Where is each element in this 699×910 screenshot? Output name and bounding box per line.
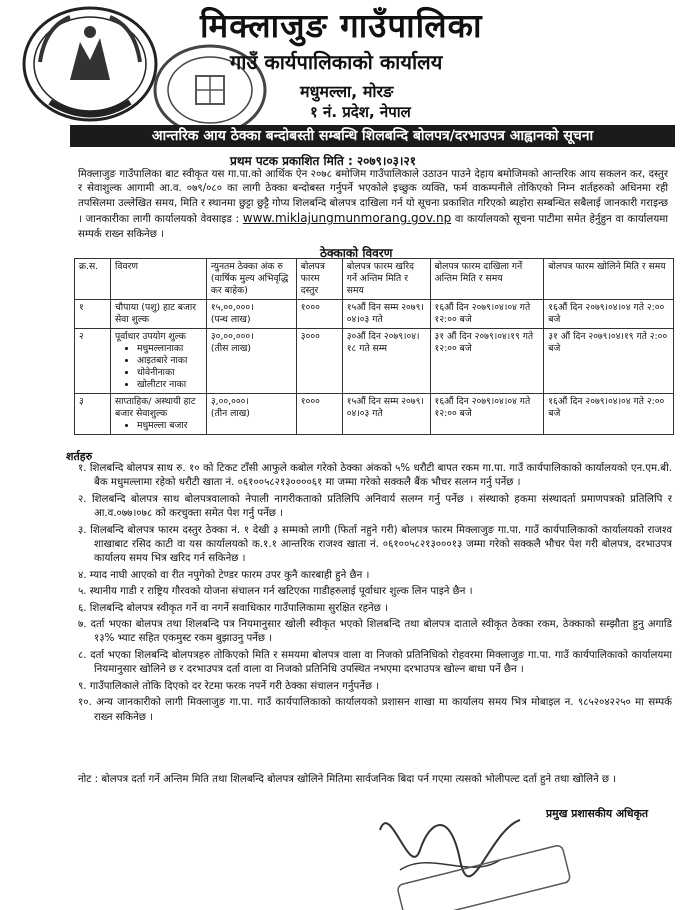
conditions-title: शर्तहरु [66, 450, 93, 463]
description-text: चौपाया (पशु) हाट बजार सेवा शुल्क [114, 302, 196, 325]
condition-item: ५. स्थानीय गाडी र राष्ट्रिय गौरवको योजना संचालन गर्न खटिएका गाडीहरुलाई पूर्वाधार शुल्क लिन पाइने छैन । [78, 586, 473, 598]
description-text: पूर्वाधार उपयोग शुल्क [114, 331, 186, 342]
cell-amount [206, 394, 296, 435]
sub-item: • धोवेनीनाका [137, 367, 202, 379]
condition-item: १०. अन्य जानकारीको लागी मिक्लाजुङ गा.पा. गाउँ कार्यपालिकाको कार्यालयको प्रशासन शाखा मा कार्यालय समय भित्र मोबाइल न. ९८५२०४२२५० मा सम्पर्क राख्न सकिनेछ । [78, 697, 672, 723]
header-purchase-deadline: बोलपत्र फारम खरिद गर्ने अन्तिम मिति र समय [342, 259, 430, 300]
table-header-row [75, 259, 674, 300]
sub-item: • मधुमल्लानाका [137, 343, 202, 355]
table-title: ठेक्काको विवरण [320, 246, 393, 260]
cell-amount [206, 300, 296, 329]
cell-purchase: ३०औं दिन २०७९।०४।१८ गते सम्म [342, 329, 430, 394]
contract-details-table [74, 258, 674, 435]
sub-item: • मधुमल्ला बजार [137, 420, 202, 432]
condition-item: ३. शिलबन्दि बोलपत्र फारम दस्तुर ठेक्का नं. १ देखी ३ सम्मको लागी (फिर्ता नहुने गरी) बोलपत्र फारम मिक्लाजुङ गा.पा. गाउँ कार्यपालिकाको कार्यालयको राजश्व शाखाबाट रसिद काटी वा यस कार्यालयको क.१.१ आन्तरिक राजश्व खाता नं. ०६१००५८२१३०००१३ जम्मा गरेको सक्कलै भौचर पेश गरी बोलपत्र, दरभाउपत्र कार्यालय समय भित्र खरिद गर्न सकिनेछ । [78, 524, 672, 565]
condition-item: ७. दर्ता भएका बोलपत्र तथा शिलबन्दि पत्र नियमानुसार खोली स्वीकृत भएको शिलबन्दि तथा बोलपत्र दाताले स्वीकृत ठेक्का रकम, ठेक्काको सम्झौता हुनु अगाडि १३% भ्याट सहित एकमुस्ट रकम बुझाउनु पर्नेछ । [78, 619, 672, 645]
conditions-list [72, 462, 672, 727]
office-location: मधुमल्ला, मोरङ [300, 82, 394, 101]
cell-fee: ३००० [296, 329, 342, 394]
cell-submit: ३१ औं दिन २०७९।०४।१९ गते १२:०० बजे [430, 329, 544, 394]
header-submit-deadline: बोलपत्र फारम दाखिला गर्ने अन्तिम मिति र समय [430, 259, 544, 300]
table-row [75, 300, 674, 329]
header-description: विवरण [110, 259, 206, 300]
sub-item-list [115, 343, 202, 391]
sub-item: • खोलीटार नाका [137, 379, 202, 391]
amount-words: (तीन लाख) [210, 408, 250, 419]
sub-item-list [115, 420, 202, 432]
cell-sn: २ [75, 329, 111, 394]
header-form-fee: बोलपत्र फारम दस्तुर [296, 259, 342, 300]
header-min-amount: न्युनतम ठेक्का अंक रु (वार्षिक मुल्य अभिवृद्धि कर बाहेक) [206, 259, 296, 300]
amount-words: (पन्ध लाख) [210, 314, 251, 325]
cell-sn: ३ [75, 394, 111, 435]
sub-item: • आइतबारे नाका [137, 355, 202, 367]
table-row [75, 394, 674, 435]
cell-fee: १००० [296, 300, 342, 329]
cell-description [110, 329, 206, 394]
amount-words: (तीस लाख) [210, 343, 251, 354]
amount-value: १५,००,०००। [210, 302, 254, 313]
nepal-emblem-icon [10, 2, 170, 132]
office-name: गाउँ कार्यपालिकाको कार्यालय [230, 50, 443, 74]
cell-purchase: १५औं दिन सम्म २०७९।०४।०३ गते [342, 300, 430, 329]
header-sn: क्र.स. [75, 259, 111, 300]
condition-item: ८. दर्ता भएका शिलबन्दि बोलपत्रहरु तोकिएको मिति र समयमा बोलपत्र वाला वा निजको प्रतिनिधिको रोहवरमा मिक्लाजुङ गा.पा. गाउँ कार्यपालिकाको कार्यालयमा नियमानुसार खोलिने छ र दरभाउपत्र दर्ता वाला वा निजको प्रतिनिधि उपस्थित नभएमा दरभाउपत्र खोल्न बाधा पर्ने छैन । [78, 649, 672, 676]
province-line: १ नं. प्रदेश, नेपाल [310, 103, 411, 121]
cell-amount [206, 329, 296, 394]
condition-item: १. शिलबन्दि बोलपत्र साथ रु. १० को टिकट टाँसी आफुले कबोल गरेको ठेक्का अंकको ५% धरौटी बापत रकम गा.पा. गाउँ कार्यपालिकाको कार्यालयको एन.एम.बी. बैक मधुमल्लामा रहेको धरौटी खाता नं. ०६१००५८२१३००००६१ मा जम्मा गरेको सक्कलै बैंक भौचर सलग्न गर्नु पर्नेछ । [78, 463, 672, 489]
cell-open: १६औं दिन २०७९।०४।०४ गते २:०० बजे [544, 394, 674, 435]
municipality-name: मिक्लाजुङ गाउँपालिका [200, 6, 483, 45]
intro-paragraph [78, 168, 668, 242]
cell-submit: १६औं दिन २०७९।०४।०४ गते १२:०० बजे [430, 394, 544, 435]
signatory-title: प्रमुख प्रशासकीय अधिकृत [546, 807, 649, 820]
table-row [75, 329, 674, 394]
cell-open: ३१ औं दिन २०७९।०४।१९ गते २:०० बजे [544, 329, 674, 394]
cell-fee: १००० [296, 394, 342, 435]
cell-description [110, 300, 206, 329]
cell-submit: १६औं दिन २०७९।०४।०४ गते १२:०० बजे [430, 300, 544, 329]
cell-sn: १ [75, 300, 111, 329]
header-opening-date: बोलपत्र फारम खोलिने मिति र समय [544, 259, 674, 300]
condition-item: २. शिलबन्दि बोलपत्र साथ बोलपत्रवालाको नेपाली नागरीकताको प्रतिलिपि अनिवार्य सलग्न गर्नु पर्नेछ । संस्थाको हकमा संस्थादर्ता प्रमाणपत्रको प्रतिलिपि र आ.व.०७७।०७८ को करचुक्ता समेत पेश गर्नु पर्नेछ । [78, 493, 672, 520]
cell-description [110, 394, 206, 435]
published-date: प्रथम पटक प्रकाशित मिति : २०७९।०३।२१ [230, 154, 416, 168]
cell-purchase: १५औं दिन सम्म २०७९।०४।०३ गते [342, 394, 430, 435]
condition-item: ६. शिलबन्दि बोलपत्र स्वीकृत गर्ने वा नगर्ने सवाधिकार गाउँपालिकामा सुरक्षित रहनेछ । [78, 602, 388, 614]
amount-value: ३,००,०००। [210, 396, 249, 407]
website-link[interactable]: www.miklajungmunmorang.gov.np [242, 211, 452, 226]
notice-title-banner: आन्तरिक आय ठेक्का बन्दोबस्ती सम्बन्धि शिलबन्दि बोलपत्र/दरभाउपत्र आह्वानको सूचना [70, 125, 675, 147]
cell-open: १६औं दिन २०७९।०४।०४ गते २:०० बजे [544, 300, 674, 329]
amount-value: ३०,००,०००। [210, 331, 254, 342]
intro-text: मिक्लाजुङ गाउँपालिका बाट स्वीकृत यस गा.पा.को आर्थिक ऐन २०७८ बमोजिम गाउँपालिकाले उठाउन पाउने देहाय बमोजिमको आन्तरिक आय सकलन कर, दस्तुर र सेवाशुल्क आगामी आ.व. ०७९/०८० का लागी ठेक्का बन्दोबस्त गर्नुपर्ने भएकोले इच्छुक व्यक्ति, फर्म वाकम्पनीले तोकिएको निम्न शर्तहरुको अधिनमा रही तपसिलमा उल्लेखित समय, मिति र स्थानमा छुट्टा छुट्टै गोप्य शिलबन्दि बोलपत्र दाखिला गर्न यो सूचना प्रकाशित गरिएको ब्यहोरा सम्बन्धित सबैलाई जानकारी गराइन्छ । जानकारीका लागी कार्यालयको वेवसाइड : [78, 169, 668, 226]
note-text: नोट : बोलपत्र दर्ता गर्ने अन्तिम मिति तथा शिलबन्दि बोलपत्र खोलिने मितिमा सार्वजनिक बिदा पर्न गएमा त्यसको भोलीपल्ट दर्ता हुने तथा खोलिने छ । [78, 774, 617, 785]
description-text: साप्ताहिक/ अस्थायी हाट बजार सेवाशुल्क [114, 396, 196, 419]
signature-stamp [320, 790, 580, 910]
condition-item: ९. गाउँपालिकाले तोकि दिएको दर रेटमा फरक नपर्ने गरी ठेक्का संचालन गर्नुपर्नेछ । [78, 680, 380, 692]
intro-text-end: वा कार्यालयको सूचना पाटीमा समेत हेर्नुहुन वा कार्यालयमा सम्पर्क राख्न सकिनेछ । [78, 214, 668, 240]
condition-item: ४. म्याद नाघी आएको वा रीत नपुगेको टेण्डर फारम उपर कुनै कारबाही हुने छैन । [78, 569, 370, 581]
